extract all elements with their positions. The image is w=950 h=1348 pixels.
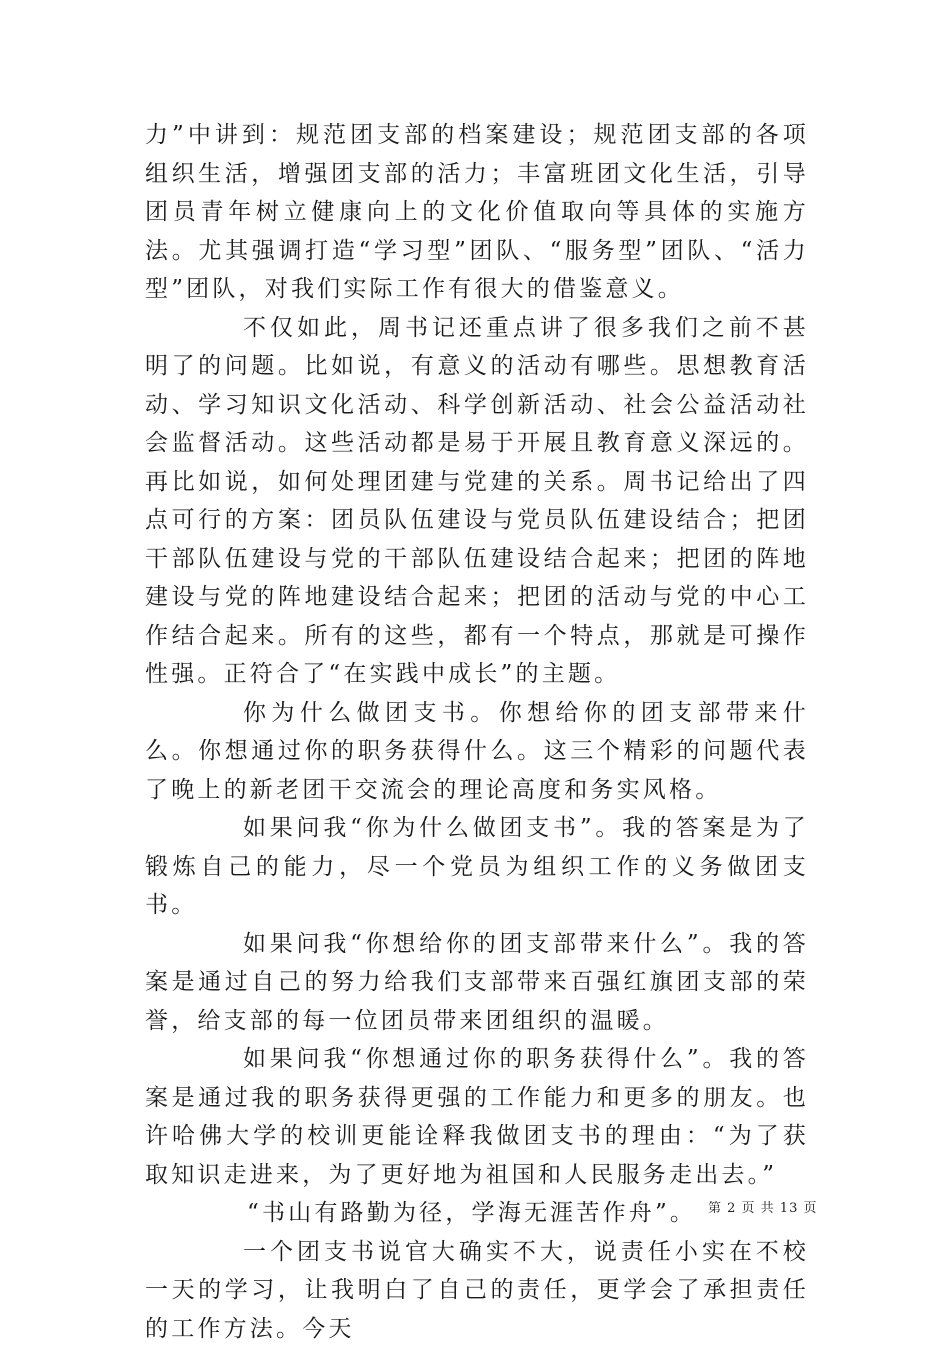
document-body: [145, 116, 809, 1348]
paragraph-8: 一个团支书说官大确实不大，说责任小实在不校一天的学习，让我明白了自己的责任，更学会了承担责任的工作方法。今天: [145, 1233, 809, 1348]
paragraph-1: 力”中讲到：规范团支部的档案建设；规范团支部的各项组织生活，增强团支部的活力；丰富班团文化生活，引导团员青年树立健康向上的文化价值取向等具体的实施方法。尤其强调打造“学习型”团队、“服务型”团队、“活力型”团队，对我们实际工作有很大的借鉴意义。: [145, 116, 809, 309]
paragraph-4: 如果问我“你为什么做团支书”。我的答案是为了锻炼自己的能力，尽一个党员为组织工作的义务做团支书。: [145, 809, 809, 925]
paragraph-6: 如果问我“你想通过你的职务获得什么”。我的答案是通过我的职务获得更强的工作能力和更多的朋友。也许哈佛大学的校训更能诠释我做团支书的理由：“为了获取知识走进来，为了更好地为祖国和人民服务走出去。”: [145, 1040, 809, 1194]
paragraph-5: 如果问我“你想给你的团支部带来什么”。我的答案是通过自己的努力给我们支部带来百强红旗团支部的荣誉，给支部的每一位团员带来团组织的温暖。: [145, 925, 809, 1041]
paragraph-2: 不仅如此，周书记还重点讲了很多我们之前不甚明了的问题。比如说，有意义的活动有哪些。思想教育活动、学习知识文化活动、科学创新活动、社会公益活动社会监督活动。这些活动都是易于开展且教育意义深远的。再比如说，如何处理团建与党建的关系。周书记给出了四点可行的方案：团员队伍建设与党员队伍建设结合；把团干部队伍建设与党的干部队伍建设结合起来；把团的阵地建设与党的阵地建设结合起来；把团的活动与党的中心工作结合起来。所有的这些，都有一个特点，那就是可操作性强。正符合了“在实践中成长”的主题。: [145, 309, 809, 694]
paragraph-3: 你为什么做团支书。你想给你的团支部带来什么。你想通过你的职务获得什么。这三个精彩的问题代表了晚上的新老团干交流会的理论高度和务实风格。: [145, 694, 809, 810]
paragraph-7-quote: “书山有路勤为径，学海无涯苦作舟”。: [145, 1194, 809, 1233]
page-number-footer: 第 2 页 共 13 页: [708, 1197, 817, 1216]
